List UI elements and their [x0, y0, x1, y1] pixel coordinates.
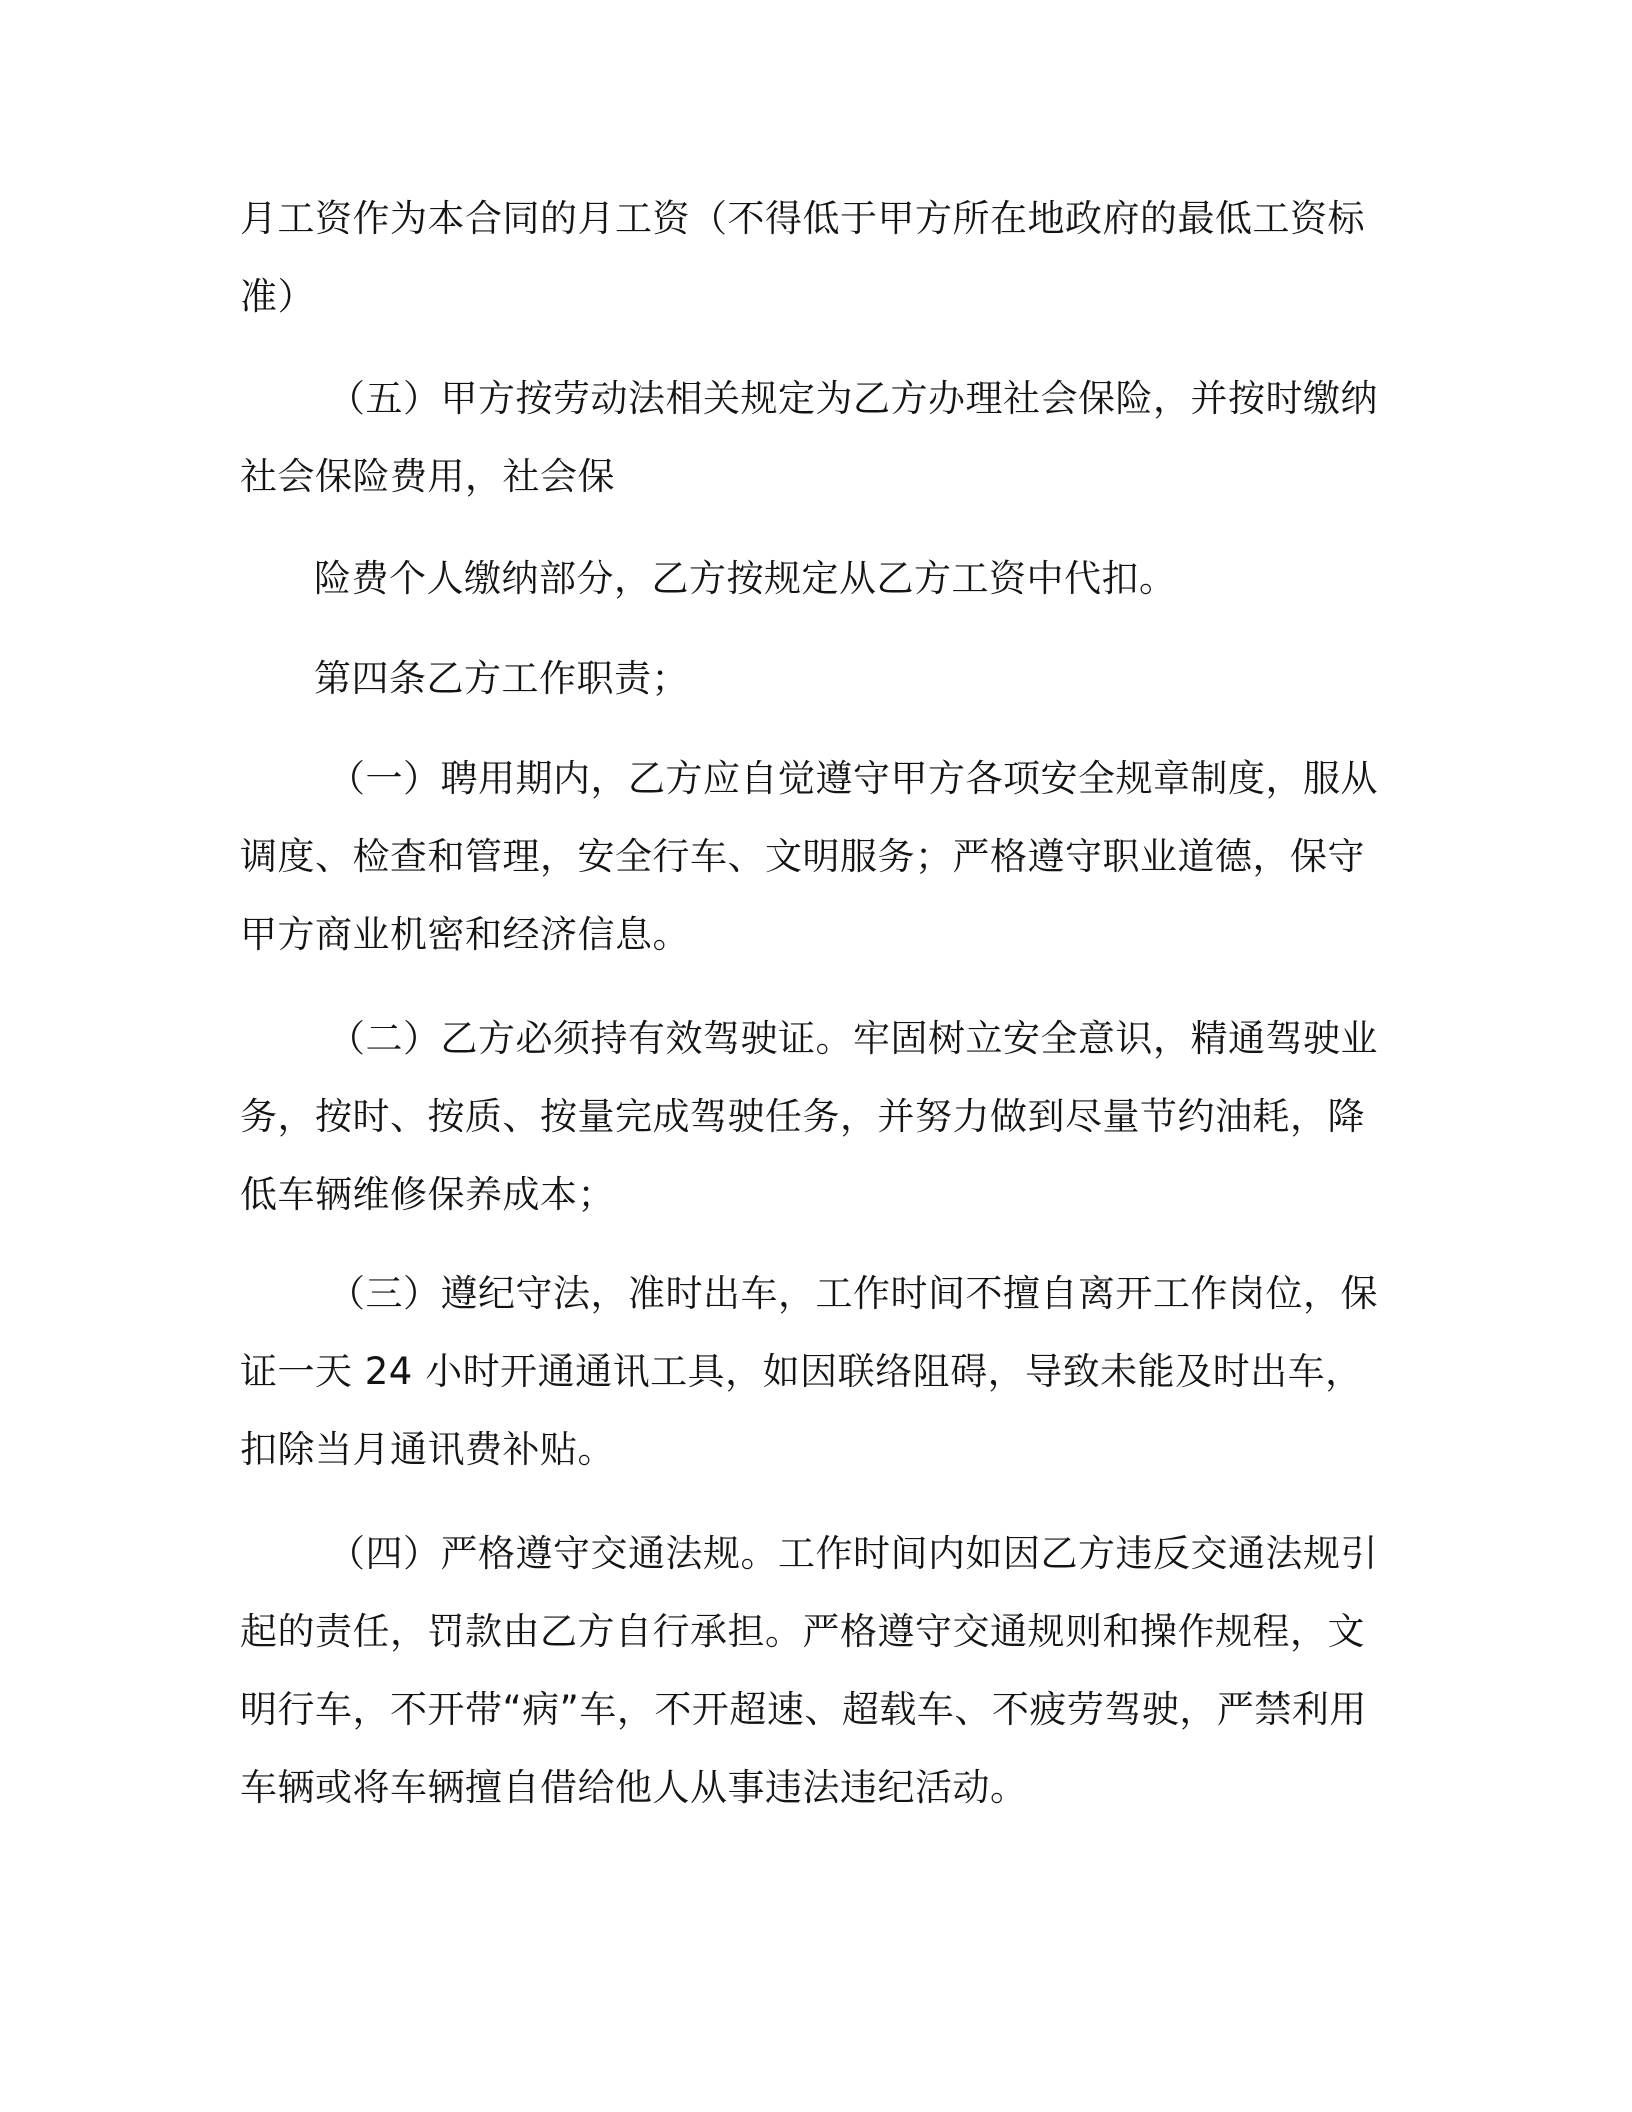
paragraph-insurance-deduction: 险费个人缴纳部分，乙方按规定从乙方工资中代扣。	[314, 557, 1177, 600]
section-heading-article-4: 第四条乙方工作职责；	[314, 657, 689, 700]
paragraph-duty-4: （四）严格遵守交通法规。工作时间内如因乙方违反交通法规引起的责任，罚款由乙方自行承担。严格遵守交通规则和操作规程，文明行车，不开带“病”车，不开超速、超载车、不疲劳驾驶，严禁利用车辆或将车辆擅自借给他人从事违法违纪活动。	[240, 1532, 1378, 1809]
paragraph-clause-5: （五）甲方按劳动法相关规定为乙方办理社会保险，并按时缴纳社会保险费用，社会保	[240, 377, 1378, 498]
paragraph-duty-1: （一）聘用期内，乙方应自觉遵守甲方各项安全规章制度，服从调度、检查和管理，安全行车、文明服务；严格遵守职业道德，保守甲方商业机密和经济信息。	[240, 757, 1378, 956]
paragraph-duty-2: （二）乙方必须持有效驾驶证。牢固树立安全意识，精通驾驶业务，按时、按质、按量完成驾驶任务，并努力做到尽量节约油耗，降低车辆维修保养成本；	[240, 1017, 1378, 1216]
paragraph-duty-3: （三）遵纪守法，准时出车，工作时间不擅自离开工作岗位，保证一天 24 小时开通通讯工具，如因联络阻碍，导致未能及时出车，扣除当月通讯费补贴。	[240, 1272, 1378, 1471]
paragraph-monthly-wage: 月工资作为本合同的月工资（不得低于甲方所在地政府的最低工资标准）	[240, 197, 1365, 318]
